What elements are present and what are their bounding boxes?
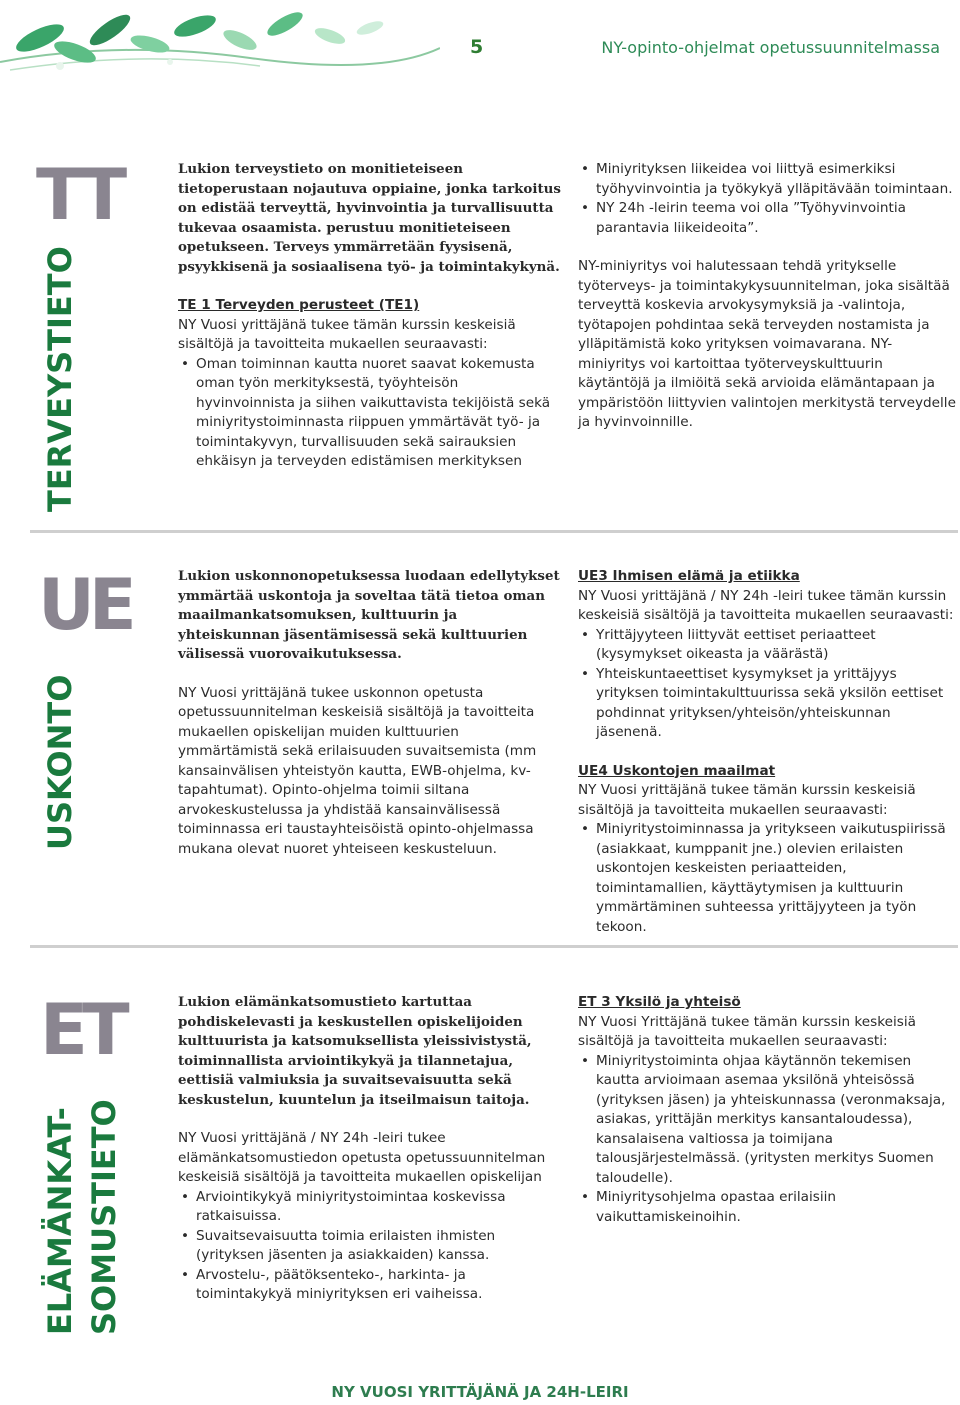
et3-course-title: ET 3 Yksilö ja yhteisö xyxy=(578,994,741,1010)
section-abbr-tt: TT xyxy=(36,154,122,236)
header-title: NY-opinto-ohjelmat opetussuunnitelmassa xyxy=(601,38,940,57)
list-item: • Yhteiskuntaeettiset kysymykset ja yrittäjyys yrityksen toimintakulttuurissa sekä yksilön eettiset pohdinnat yrityksen/yhteisön/yhteiskunnan jäsenenä. xyxy=(578,665,958,743)
list-item: • Oman toiminnan kautta nuoret saavat kokemusta oman työn merkityksestä, työyhteisön hyvinvoinnista ja siihen vaikuttavista tekijöistä sekä miniyritystoiminnasta riippuen ymmärtävät työ- ja toimintakyvyn, turvallisuuden sekä sairauksien ehkäisyn ja terveyden edistämisen merkityksen xyxy=(178,355,561,472)
section-divider xyxy=(30,945,958,948)
list-item: • Yrittäjyyteen liittyvät eettiset periaatteet (kysymykset oikeasta ja väärästä) xyxy=(578,626,958,665)
list-item: • Miniyritystoiminnassa ja yritykseen vaikutuspiirissä (asiakkaat, kumppanit jne.) olevien erilaisten uskontojen keskeisten periaatteiden, toimintamallien, käyttäytymisen ja kulttuurin ymmärtäminen suhteessa yrittäjyyteen ja työn tekoon. xyxy=(578,820,958,937)
ue4-course-bullets xyxy=(578,820,958,937)
list-item: • Arvostelu-, päätöksenteko-, harkinta- ja toimintakykyä miniyrityksen eri vaiheissa. xyxy=(178,1266,561,1305)
ue3-course-intro: NY Vuosi yrittäjänä / NY 24h -leiri tukee tämän kurssin keskeisiä sisältöjä ja tavoitteita mukaellen seuraavasti: xyxy=(578,587,954,623)
ue-left-paragraph: NY Vuosi yrittäjänä tukee uskonnon opetusta opetussuunnitelman keskeisiä sisältöjä ja tavoitteita mukaellen opiskelijan muiden kulttuurien ymmärtämistä sekä erilaisuuden suvaitsemista (mm kansainvälisen yhteistyön kautta, EWB-ohjelma, kv-tapahtumat). Opinto-ohjelma toimii siltana arvokeskustelussa ja yhdistää kansainvälisessä toiminnassa eri taustayhteisöistä opinto-ohjelmassa mukana olevat nuoret yhteiseen keskusteluun. xyxy=(178,684,537,857)
ue4-course-title: UE4 Uskontojen maailmat xyxy=(578,762,776,779)
list-item: • Miniyrityksen liikeidea voi liittyä esimerkiksi työhyvinvointia ja työkykyä ylläpitävään toimintaan. xyxy=(578,160,958,199)
et3-course-intro: NY Vuosi Yrittäjänä tukee tämän kurssin keskeisiä sisältöjä ja tavoitteita mukaellen seuraavasti: xyxy=(578,1013,916,1049)
et3-course-bullets xyxy=(578,1052,958,1228)
ue3-course-bullets xyxy=(578,626,958,743)
section-abbr-ue: UE xyxy=(38,564,131,646)
page-footer: NY VUOSI YRITTÄJÄNÄ JA 24H-LEIRI xyxy=(331,1383,629,1401)
leaf-vine-decoration xyxy=(0,0,440,95)
te-right-bullets xyxy=(578,160,958,238)
te-right-paragraph: NY-miniyritys voi halutessaan tehdä yritykselle työterveys- ja toimintakykysuunnitelman, joka sisältää terveyttä koskevia arvokysymyksiä ja -valintoja, työtapojen pohdintaa sekä terveyden nostamista ja ylläpitämistä koko yrityksen voimavarana. NY-miniyritys voi kartoittaa työterveyskulttuurin käytäntöjä ja ilmiöitä sekä arvioida elämäntapaan ja ympäristöön liittyvien valintojen merkitystä terveydelle ja hyvinvoinnille. xyxy=(578,258,956,430)
ue-right-column xyxy=(578,567,958,937)
te-lead-paragraph: Lukion terveystieto on monitieteiseen tietoperustaan nojautuva oppiaine, jonka tarkoitus on edistää terveyttä, hyvinvointia ja turvallisuutta tukevaa osaamista. perustuu monitieteiseen opetukseen. Terveys ymmärretään fyysisenä, psyykkisenä ja sosiaalisena työ- ja toimintakykynä. xyxy=(178,161,561,275)
section-divider xyxy=(30,530,958,533)
et-lead-paragraph: Lukion elämänkatsomustieto kartuttaa pohdiskelevasti ja keskustellen opiskelijoiden kulttuurista ja katsomuksellista yleissivistystä, toiminnallista arviointikykyä ja tilannetajua, eettisiä valmiuksia ja suvaitsevaisuutta sekä keskustelun, kuuntelun ja itseilmaisun taitoja. xyxy=(178,994,532,1108)
ue-left-column xyxy=(178,567,561,859)
section-vertical-title-line1: ELÄMÄNKAT- xyxy=(41,1107,79,1335)
list-item: • Miniyritysohjelma opastaa erilaisiin vaikuttamiskeinoihin. xyxy=(578,1188,958,1227)
list-item: • NY 24h -leirin teema voi olla ”Työhyvinvointia parantavia liikeideoita”. xyxy=(578,199,958,238)
list-item: • Miniyritystoiminta ohjaa käytännön tekemisen kautta arvioimaan asemaa yksilönä yhteisössä (yrityksen jäsen) ja yhteiskunnassa (veronmaksaja, asiakas, yrittäjän merkitys kansantaloudessa), kansalaisena valtiossa ja toimijana talousjärjestelmässä. (yritysten merkitys Suomen taloudelle). xyxy=(578,1052,958,1189)
section-abbr-et: ET xyxy=(40,989,124,1071)
et-left-column xyxy=(178,993,561,1305)
ue-lead-paragraph: Lukion uskonnonopetuksessa luodaan edellytykset ymmärtää uskontoja ja soveltaa tätä tietoa oman maailmankatsomuksen, kulttuurin ja yhteiskunnan jäsentämisessä sekä kulttuurien välisessä vuorovaikutuksessa. xyxy=(178,568,560,662)
et-left-bullets xyxy=(178,1188,561,1305)
te-course-title: TE 1 Terveyden perusteet (TE1) xyxy=(178,297,420,313)
section-vertical-title-terveystieto: TERVEYSTIETO xyxy=(41,246,79,512)
te-left-column xyxy=(178,160,561,472)
te-right-column xyxy=(578,160,958,433)
list-item: • Arviointikykyä miniyritystoimintaa koskevissa ratkaisuissa. xyxy=(178,1188,561,1227)
list-item: • Suvaitsevaisuutta toimia erilaisten ihmisten (yrityksen jäsenten ja asiakkaiden) kanssa. xyxy=(178,1227,561,1266)
page-number: 5 xyxy=(470,36,484,58)
section-vertical-title-uskonto: USKONTO xyxy=(41,674,79,850)
section-vertical-title-line2: SOMUSTIETO xyxy=(85,1099,123,1335)
ue4-course-intro: NY Vuosi yrittäjänä tukee tämän kurssin keskeisiä sisältöjä ja tavoitteita mukaellen seuraavasti: xyxy=(578,782,916,818)
te-course-bullets xyxy=(178,355,561,472)
te-course-intro: NY Vuosi yrittäjänä tukee tämän kurssin keskeisiä sisältöjä ja tavoitteita mukaellen seuraavasti: xyxy=(178,316,516,352)
page-header xyxy=(0,0,960,95)
et-left-paragraph: NY Vuosi yrittäjänä / NY 24h -leiri tukee elämänkatsomustiedon opetusta opetussuunnitelman keskeisiä sisältöjä ja tavoitteita mukaellen opiskelijan xyxy=(178,1130,546,1185)
et-right-column xyxy=(578,993,958,1227)
ue3-course-title: UE3 Ihmisen elämä ja etiikka xyxy=(578,568,800,584)
